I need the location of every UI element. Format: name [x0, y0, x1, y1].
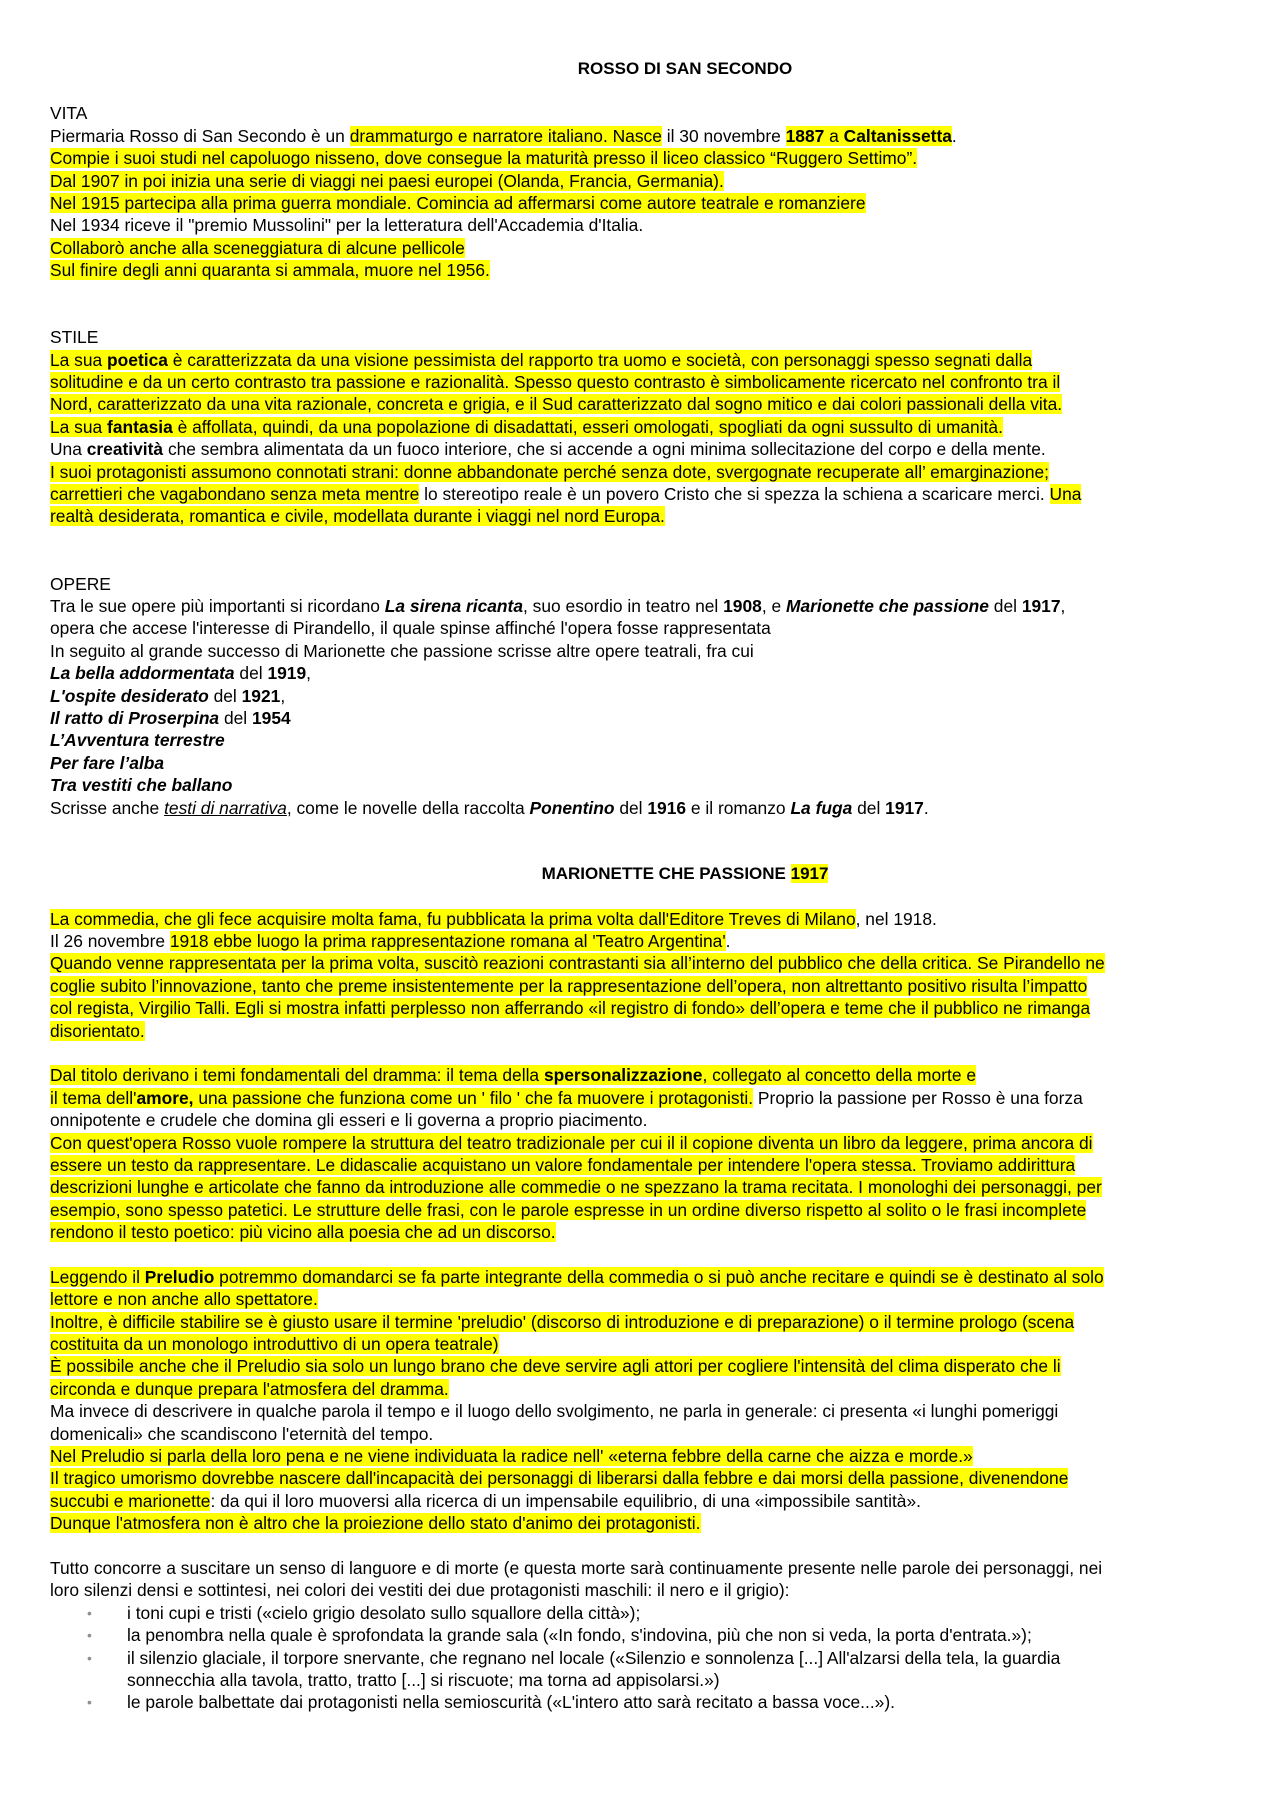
bullet-icon: • [87, 1694, 92, 1711]
paragraph-line: Leggendo il Preludio potremmo domandarci se fa parte integrante della commedia o si può anche recitare e quindi se è destinato al solo [50, 1266, 1104, 1287]
paragraph-line: il tema dell'amore, una passione che funziona come un ' filo ' che fa muovere i protagonisti. Proprio la passione per Rosso è una forza [50, 1087, 1083, 1108]
paragraph-line: È possibile anche che il Preludio sia solo un lungo brano che deve servire agli attori per cogliere l'intensità del clima disperato che li [50, 1356, 1061, 1377]
section-heading-opere: OPERE [50, 573, 111, 594]
paragraph-line: domenicali» che scandiscono l'eternità del tempo. [50, 1423, 434, 1444]
paragraph-line: col regista, Virgilio Talli. Egli si mostra infatti perplesso non afferrando «il registro di fondo» dell’opera e teme che il pubblico ne rimanga [50, 998, 1091, 1019]
paragraph-line: carrettieri che vagabondano senza meta mentre lo stereotipo reale è un povero Cristo che si spezza la schiena a scaricare merci. Una [50, 484, 1082, 505]
document-title: ROSSO DI SAN SECONDO [577, 59, 793, 78]
document-body [50, 58, 1240, 1714]
paragraph-line: circonda e dunque prepara l'atmosfera del dramma. [50, 1378, 449, 1399]
paragraph-line: lettore e non anche allo spettatore. [50, 1289, 318, 1310]
paragraph-line: Nel Preludio si parla della loro pena e ne viene individuata la radice nell' «eterna febbre della carne che aizza e morde.» [50, 1446, 973, 1467]
paragraph-line: Dal 1907 in poi inizia una serie di viaggi nei paesi europei (Olanda, Francia, Germania). [50, 170, 724, 191]
paragraph-line: esempio, sono spesso patetici. Le strutture delle frasi, con le parole espresse in un ordine diverso rispetto al solito o le frasi incomplete [50, 1199, 1087, 1220]
section-heading-vita: VITA [50, 103, 88, 124]
bullet-list [50, 1602, 1240, 1714]
paragraph-line: disorientato. [50, 1020, 145, 1041]
paragraph-line: costituita da un monologo introduttivo di un opera teatrale) [50, 1334, 499, 1355]
paragraph-line: essere un testo da rappresentare. Le didascalie acquistano un valore fondamentale per intendere l'opera stessa. Troviamo addirittura [50, 1154, 1076, 1175]
work-title: Il ratto di Proserpina del 1954 [50, 707, 291, 728]
paragraph-line: Compie i suoi studi nel capoluogo nisseno, dove consegue la maturità presso il liceo classico “Ruggero Settimo”. [50, 148, 918, 169]
paragraph-line: succubi e marionette: da qui il loro muoversi alla ricerca di un impensabile equilibrio, di una «impossibile santità». [50, 1490, 921, 1511]
bullet-icon: • [87, 1649, 92, 1666]
section-stile [50, 326, 1240, 528]
bullet-icon: • [87, 1604, 92, 1621]
paragraph-line: Tra le sue opere più importanti si ricordano La sirena ricanta, suo esordio in teatro nel 1908, e Marionette che passione del 1917, [50, 595, 1066, 616]
paragraph-line: Inoltre, è difficile stabilire se è giusto usare il termine 'preludio' (discorso di introduzione e di preparazione) o il termine prologo (scena [50, 1311, 1075, 1332]
section-heading-stile: STILE [50, 327, 99, 348]
paragraph-line: Piermaria Rosso di San Secondo è un drammaturgo e narratore italiano. Nasce il 30 novembre 1887 a Caltanissetta. [50, 125, 957, 146]
paragraph-line: Dunque l'atmosfera non è altro che la proiezione dello stato d'animo dei protagonisti. [50, 1513, 701, 1534]
paragraph-line: La sua fantasia è affollata, quindi, da una popolazione di disadattati, esseri omologati, spogliati da ogni sussulto di umanità. [50, 416, 1003, 437]
paragraph-line: Nord, caratterizzato da una vita razionale, concreta e grigia, e il Sud caratterizzato dal sogno mitico e dai colori passionali della vita. [50, 394, 1063, 415]
paragraph-line: descrizioni lunghe e articolate che fanno da introduzione alle commedie o ne spezzano la trama recitata. I monologhi dei personaggi, per [50, 1177, 1102, 1198]
list-item: • il silenzio glaciale, il torpore snervante, che regnano nel locale («Silenzio e sonnolenza [...] All'alzarsi della tela, la guardia sonnecchia alla tavola, tratto, tratto [...] si riscuote; ma torna ad appisolarsi.») [87, 1647, 1061, 1690]
section-title-marionette: MARIONETTE CHE PASSIONE 1917 [541, 864, 829, 884]
paragraph-line: Quando venne rappresentata per la prima volta, suscitò reazioni contrastanti sia all’interno del pubblico che della critica. Se Pirandello ne [50, 953, 1105, 974]
work-title: L’Avventura terrestre [50, 730, 225, 751]
list-item: • i toni cupi e tristi («cielo grigio desolato sullo squallore della città»); [87, 1602, 641, 1623]
paragraph-line: onnipotente e crudele che domina gli esseri e li governa a proprio piacimento. [50, 1110, 648, 1131]
section-opere [50, 573, 1240, 819]
paragraph-line: Tutto concorre a suscitare un senso di languore e di morte (e questa morte sarà continuamente presente nelle parole dei personaggi, nei [50, 1558, 1103, 1578]
paragraph-line: Dal titolo derivano i temi fondamentali del dramma: il tema della spersonalizzazione, collegato al concetto della morte e [50, 1065, 977, 1086]
paragraph-line: Il tragico umorismo dovrebbe nascere dall'incapacità dei personaggi di liberarsi dalla febbre e dai morsi della passione, divenendone [50, 1468, 1069, 1489]
paragraph-line: opera che accese l'interesse di Pirandello, il quale spinse affinché l'opera fosse rappresentata [50, 618, 771, 639]
bullet-icon: • [87, 1627, 92, 1644]
paragraph-line: Nel 1934 riceve il "premio Mussolini" per la letteratura dell'Accademia d'Italia. [50, 215, 644, 236]
paragraph-line: Nel 1915 partecipa alla prima guerra mondiale. Comincia ad affermarsi come autore teatrale e romanziere [50, 192, 866, 213]
paragraph-line: Sul finire degli anni quaranta si ammala, muore nel 1956. [50, 260, 490, 281]
paragraph-line: Collaborò anche alla sceneggiatura di alcune pellicole [50, 237, 465, 258]
list-item: • le parole balbettate dai protagonisti nella semioscurità («L'intero atto sarà recitato a bassa voce...»). [87, 1692, 895, 1713]
paragraph-line: Ma invece di descrivere in qualche parola il tempo e il luogo dello svolgimento, ne parla in generale: ci presenta «i lunghi pomeriggi [50, 1401, 1059, 1422]
work-title: Per fare l’alba [50, 752, 165, 773]
paragraph-line: Una creatività che sembra alimentata da un fuoco interiore, che si accende a ogni minima sollecitazione del corpo e della mente. [50, 439, 1046, 460]
work-title: L'ospite desiderato del 1921, [50, 685, 286, 706]
paragraph-line: coglie subito l’innovazione, tanto che preme insistentemente per la rappresentazione dell’opera, non altrettanto positivo risulta l’impatto [50, 975, 1088, 996]
paragraph-line: loro silenzi densi e sottintesi, nei colori dei vestiti dei due protagonisti maschili: il nero e il grigio): [50, 1580, 790, 1601]
paragraph-line: solitudine e da un certo contrasto tra passione e razionalità. Spesso questo contrasto è simbolicamente ricercato nel confronto tra il [50, 372, 1061, 393]
work-title: La bella addormentata del 1919, [50, 663, 311, 684]
paragraph-line: In seguito al grande successo di Marionette che passione scrisse altre opere teatrali, fra cui [50, 640, 754, 661]
paragraph-line: La sua poetica è caratterizzata da una visione pessimista del rapporto tra uomo e società, con personaggi spesso segnati dalla [50, 349, 1033, 370]
paragraph-line: Scrisse anche testi di narrativa, come le novelle della raccolta Ponentino del 1916 e il romanzo La fuga del 1917. [50, 797, 929, 818]
paragraph-line: rendono il testo poetico: più vicino alla poesia che ad un discorso. [50, 1222, 556, 1243]
work-title: Tra vestiti che ballano [50, 775, 233, 796]
paragraph-line: I suoi protagonisti assumono connotati strani: donne abbandonate perché senza dote, svergognate recuperate all’ emarginazione; [50, 461, 1050, 482]
section-marionette [50, 908, 1240, 1714]
paragraph-line: La commedia, che gli fece acquisire molta fama, fu pubblicata la prima volta dall'Editore Treves di Milano, nel 1918. [50, 908, 937, 929]
paragraph-line: realtà desiderata, romantica e civile, modellata durante i viaggi nel nord Europa. [50, 506, 665, 527]
paragraph-line: Il 26 novembre 1918 ebbe luogo la prima rappresentazione romana al 'Teatro Argentina'. [50, 931, 731, 952]
section-vita [50, 102, 1240, 281]
list-item: • la penombra nella quale è sprofondata la grande sala («In fondo, s'indovina, più che non si veda, la porta d'entrata.»); [87, 1625, 1032, 1646]
paragraph-line: Con quest'opera Rosso vuole rompere la struttura del teatro tradizionale per cui il il copione diventa un libro da leggere, prima ancora di [50, 1132, 1093, 1153]
